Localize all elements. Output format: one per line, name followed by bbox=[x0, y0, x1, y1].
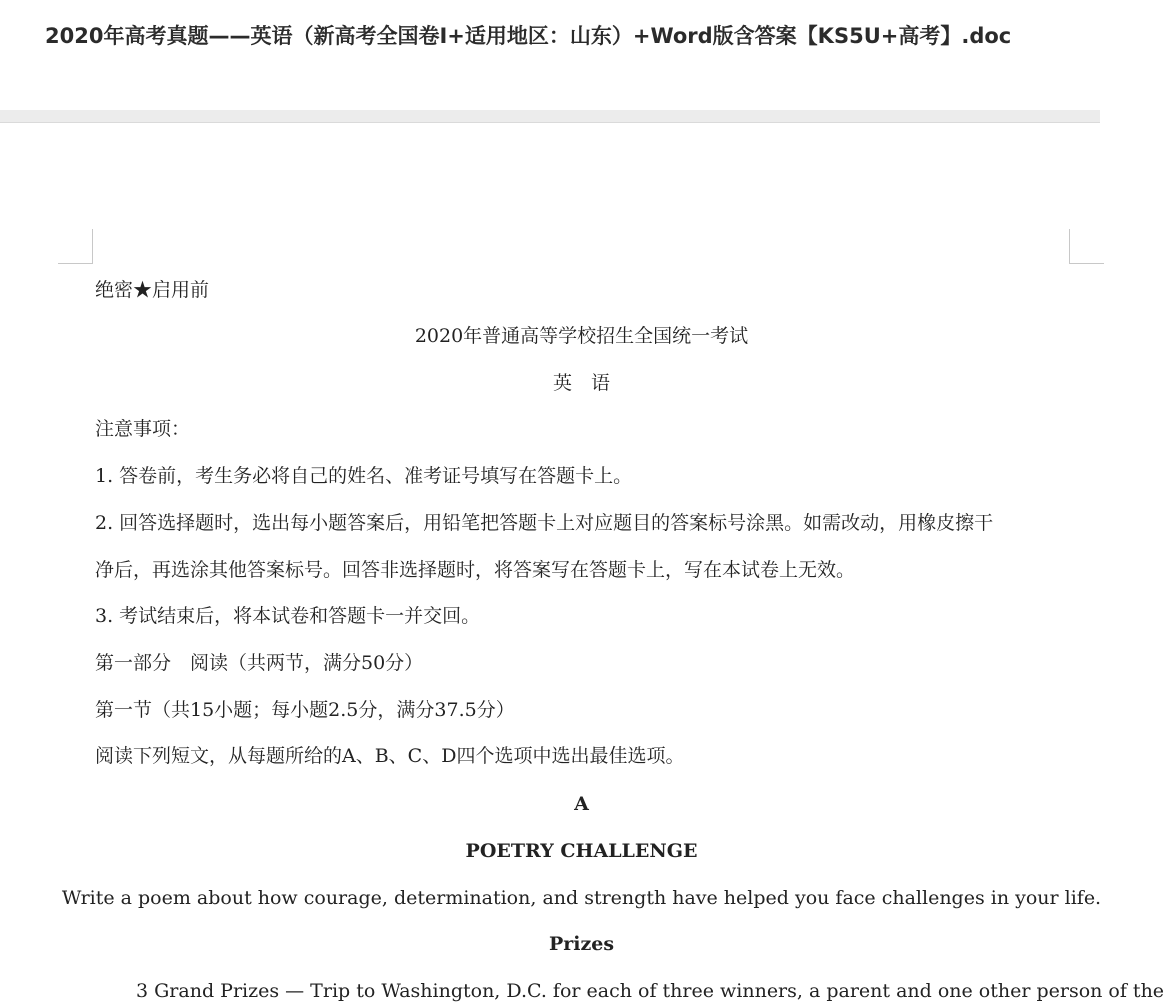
notice-item-2-cont: 净后，再选涂其他答案标号。回答非选择题时，将答案写在答题卡上，写在本试卷上无效。 bbox=[95, 559, 856, 581]
passage-label: A bbox=[574, 793, 589, 815]
exam-heading: 2020年普通高等学校招生全国统一考试 bbox=[414, 325, 749, 347]
crop-mark-top-left bbox=[58, 229, 93, 264]
page-separator bbox=[0, 110, 1100, 123]
notice-item-2: 2. 回答选择题时，选出每小题答案后，用铅笔把答题卡上对应题目的答案标号涂黑。如需改动，用橡皮擦干 bbox=[95, 512, 994, 534]
document-header bbox=[0, 0, 1100, 110]
document-page bbox=[0, 123, 1164, 1002]
passage-intro: Write a poem about how courage, determination, and strength have helped you face challenges in your life. bbox=[61, 887, 1102, 909]
prize-line-1: 3 Grand Prizes — Trip to Washington, D.C. for each of three winners, a parent and one other person of the bbox=[136, 980, 1164, 1002]
instruction-text: 阅读下列短文，从每题所给的A、B、C、D四个选项中选出最佳选项。 bbox=[95, 745, 685, 767]
notice-title: 注意事项： bbox=[95, 418, 191, 440]
notice-item-1: 1. 答卷前，考生务必将自己的姓名、准考证号填写在答题卡上。 bbox=[95, 465, 633, 487]
passage-title: POETRY CHALLENGE bbox=[465, 840, 698, 862]
exam-subject: 英 语 bbox=[552, 372, 610, 394]
notice-item-3: 3. 考试结束后，将本试卷和答题卡一并交回。 bbox=[95, 605, 481, 627]
crop-mark-top-right bbox=[1069, 229, 1104, 264]
part-heading: 第一部分 阅读（共两节，满分50分） bbox=[95, 652, 424, 674]
prizes-title: Prizes bbox=[548, 933, 615, 955]
secret-mark: 绝密★启用前 bbox=[95, 279, 210, 301]
document-title: 2020年高考真题——英语（新高考全国卷Ⅰ+适用地区：山东）+Word版含答案【KS5U+高考】.doc bbox=[45, 24, 1012, 48]
section-heading: 第一节（共15小题；每小题2.5分，满分37.5分） bbox=[95, 699, 515, 721]
